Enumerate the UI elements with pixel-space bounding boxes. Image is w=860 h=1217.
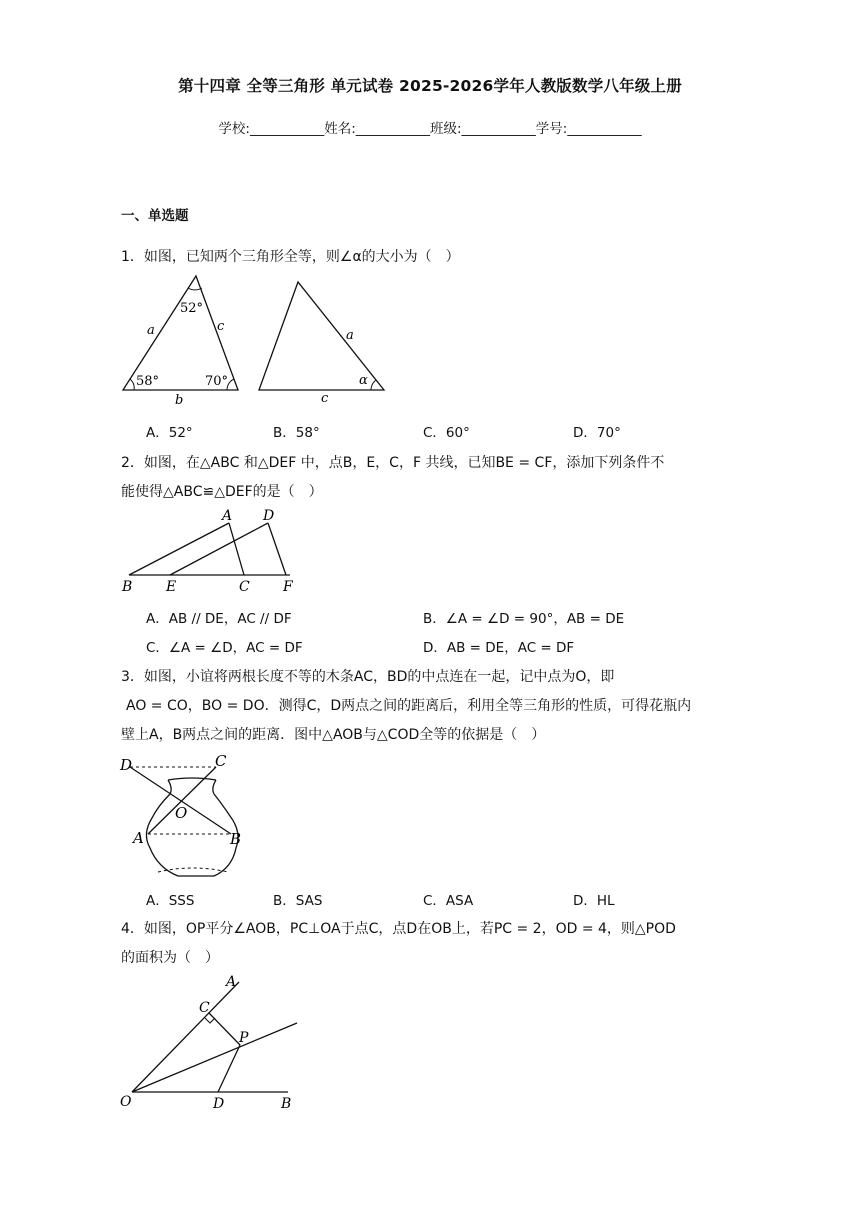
q3-option-b[interactable]: B．SAS (273, 893, 323, 909)
q3-vase-neck-right (213, 780, 216, 794)
q2-option-a[interactable]: A．AB // DE，AC // DF (146, 611, 292, 627)
q3-label-c: C (215, 752, 227, 770)
q1-option-a[interactable]: A．52° (146, 425, 193, 441)
exam-title: 第十四章 全等三角形 单元试卷 2025-2026学年人教版数学八年级上册 (178, 77, 682, 95)
q3-stem-line1: 3．如图，小谊将两根长度不等的木条AC，BD的中点连在一起，记中点为O，即 (121, 669, 615, 685)
q3-label-a: A (133, 829, 144, 847)
q2-segment-df (268, 523, 286, 575)
q2-segment-ab (129, 523, 229, 575)
q1-angle-70-label: 70° (205, 374, 229, 389)
q3-stick-ac (148, 767, 216, 834)
q4-label-d: D (213, 1096, 225, 1112)
q1-right-side-c-label: c (321, 391, 329, 406)
q3-stem-line2: AO = CO，BO = DO．测得C，D两点之间的距离后，利用全等三角形的性质，可得花瓶内 (126, 698, 692, 714)
q3-option-d[interactable]: D．HL (573, 893, 615, 909)
q2-label-b: B (122, 579, 133, 595)
q4-right-angle-mark (205, 1018, 215, 1023)
q3-option-a[interactable]: A．SSS (146, 893, 195, 909)
q2-label-a: A (222, 508, 233, 524)
q1-angle-58-label: 58° (136, 374, 160, 389)
q2-label-d: D (263, 508, 275, 524)
q1-side-a-label: a (147, 323, 155, 338)
q2-label-c: C (239, 579, 250, 595)
q3-stick-bd (130, 767, 231, 834)
q4-label-b: B (281, 1096, 292, 1112)
q1-alpha-arc (371, 380, 376, 390)
q3-label-o: O (175, 804, 188, 822)
q4-stem-line1: 4．如图，OP平分∠AOB，PC⊥OA于点C，点D在OB上，若PC = 2，OD = 4，则△POD (121, 921, 676, 937)
q2-option-d[interactable]: D．AB = DE，AC = DF (423, 640, 575, 656)
q4-label-a: A (226, 974, 237, 990)
q1-side-b-label: b (175, 393, 184, 408)
q2-option-b[interactable]: B．∠A = ∠D = 90°，AB = DE (423, 611, 625, 627)
q1-alpha-label: α (359, 373, 368, 388)
q1-stem: 1．如图，已知两个三角形全等，则∠α的大小为（ ） (121, 249, 460, 265)
q4-label-o: O (120, 1094, 132, 1110)
q2-stem-line2: 能使得△ABC≌△DEF的是（ ） (121, 484, 323, 500)
q4-label-p: P (239, 1030, 249, 1046)
q3-label-d: D (120, 756, 133, 774)
q2-label-e: E (166, 579, 177, 595)
q3-label-b: B (230, 830, 242, 848)
q2-option-c[interactable]: C．∠A = ∠D，AC = DF (146, 640, 303, 656)
q3-vase-body (146, 794, 238, 876)
q1-angle-52-label: 52° (180, 301, 204, 316)
section-heading: 一、单选题 (121, 208, 189, 224)
q1-option-c[interactable]: C．60° (423, 425, 470, 441)
q4-label-c: C (199, 1000, 210, 1016)
q2-figure (118, 505, 308, 597)
q2-segment-ac (229, 523, 244, 575)
q3-vase-rim (168, 778, 216, 780)
q4-figure (116, 970, 306, 1112)
q2-stem-line1: 2．如图，在△ABC 和△DEF 中，点B，E，C，F 共线，已知BE = CF，添加下列条件不 (121, 455, 665, 471)
q4-ray-oa (132, 982, 239, 1092)
q2-label-f: F (283, 579, 293, 595)
q1-figure (118, 272, 390, 408)
q3-stem-line3: 壁上A，B两点之间的距离．图中△AOB与△COD全等的依据是（ ） (121, 727, 546, 743)
q2-segment-de (170, 523, 268, 575)
q1-left-angle-arc (130, 379, 134, 390)
q1-right-angle-arc (227, 379, 234, 390)
q1-side-c-label: c (217, 319, 225, 334)
q1-option-d[interactable]: D．70° (573, 425, 621, 441)
q3-option-c[interactable]: C．ASA (423, 893, 474, 909)
q3-vase-figure (118, 748, 248, 884)
q1-right-side-a-label: a (346, 328, 354, 343)
q4-segment-pc (209, 1013, 240, 1045)
q4-stem-line2: 的面积为（ ） (121, 950, 219, 966)
q4-ray-op (132, 1023, 297, 1092)
student-info-line: 学校:___________姓名:___________班级:___________学号:___________ (218, 121, 642, 137)
q1-option-b[interactable]: B．58° (273, 425, 320, 441)
